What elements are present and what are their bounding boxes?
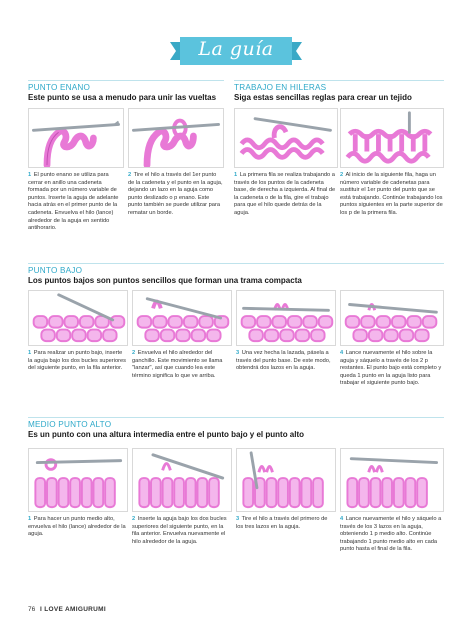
page-title: La guía — [198, 38, 274, 60]
section-rule — [28, 417, 444, 418]
illustration-enano-1 — [28, 108, 124, 168]
illustration-bajo-4 — [340, 290, 444, 346]
section-rule — [28, 263, 444, 264]
step-number: 1 — [28, 350, 32, 356]
step-number: 1 — [234, 172, 238, 178]
step-number: 1 — [28, 516, 32, 522]
step-text: La primera fila se realiza trabajando a través de los puntos de la cadeneta base, de derecha a izquierda. Al final de la cadeneta o de la fila, gire el trabajo para que el hilo quede detrás de la aguja. — [234, 172, 336, 216]
step-text: Lance nuevamente el hilo y sáquelo a través de los 3 lazos en la aguja, obteniendo 1 p medio alto. Continúe trabajando 1 punto medio alto en cada punto hasta el final de la fila. — [340, 516, 442, 553]
step-caption — [340, 172, 444, 218]
step-number: 2 — [132, 350, 136, 356]
illustration-bajo-3 — [236, 290, 336, 346]
step-text: Lance nuevamente el hilo sobre la aguja y sáquelo a través de los 2 p restantes. El punto bajo está completo y queda 1 punto en la aguja listo para trabajar el siguiente punto bajo. — [340, 350, 442, 387]
step-caption — [340, 350, 444, 388]
step-caption — [236, 350, 336, 373]
step-caption — [128, 172, 224, 218]
step-text: Tire el hilo a través del primero de los tres lazos en la aguja. — [236, 516, 328, 530]
step-number: 3 — [236, 516, 240, 522]
step-caption — [236, 516, 336, 531]
illustration-bajo-2 — [132, 290, 232, 346]
step-number: 4 — [340, 516, 344, 522]
section-header-medio — [28, 420, 304, 439]
step-caption — [28, 350, 128, 373]
illustration-enano-2 — [128, 108, 224, 168]
step-number: 4 — [340, 350, 344, 356]
step-text: El punto enano se utiliza para cerrar en anillo una cadeneta formada por un número variable de puntos. Inserte la aguja de adelante hacia atrás en el primer punto de la cadeneta. Envuelva el hilo (lance) alrededor de la aguja en sentido antihorario. — [28, 172, 119, 232]
step-number: 2 — [132, 516, 136, 522]
section-rule — [28, 80, 224, 81]
illustration-medio-3 — [236, 448, 336, 512]
section-header-bajo — [28, 266, 302, 285]
step-number: 3 — [236, 350, 240, 356]
section-header-hileras — [234, 83, 412, 102]
step-number: 2 — [340, 172, 344, 178]
step-text: Envuelva el hilo alrededor del ganchillo. Este movimiento se llama "lanzar", así que cuando lea este término significa lo que ve arriba. — [132, 350, 223, 379]
step-caption — [234, 172, 336, 218]
step-text: Al inicio de la siguiente fila, haga un número variable de cadenetas para sustituir el 1er punto del punto que se está trabajando. Continúe trabajando los puntos siguientes en la parte superior de los p de la primera fila. — [340, 172, 443, 216]
page-banner — [170, 34, 302, 70]
section-title: PUNTO ENANO — [28, 83, 91, 92]
section-subtitle: Los puntos bajos son puntos sencillos que forman una trama compacta — [28, 276, 302, 285]
section-subtitle: Siga estas sencillas reglas para crear un tejido — [234, 93, 412, 102]
step-caption — [132, 516, 232, 546]
page-number: 76 — [28, 606, 36, 613]
illustration-medio-4 — [340, 448, 444, 512]
section-subtitle: Es un punto con una altura intermedia entre el punto bajo y el punto alto — [28, 430, 305, 439]
step-text: Para hacer un punto medio alto, envuelva el hilo (lance) alrededor de la aguja. — [28, 516, 126, 538]
illustration-medio-2 — [132, 448, 232, 512]
illustration-hileras-2 — [340, 108, 444, 168]
magazine-name: I LOVE AMIGURUMI — [40, 606, 106, 613]
illustration-bajo-1 — [28, 290, 128, 346]
step-number: 1 — [28, 172, 32, 178]
step-caption — [28, 172, 124, 233]
illustration-hileras-1 — [234, 108, 338, 168]
section-header-enano — [28, 83, 216, 102]
step-caption — [28, 516, 128, 539]
step-text: Para realizar un punto bajo, inserte la aguja bajo los dos bucles superiores del siguiente punto, en la fila anterior. — [28, 350, 127, 372]
section-title: PUNTO BAJO — [28, 266, 83, 275]
section-rule — [234, 80, 444, 81]
step-number: 2 — [128, 172, 132, 178]
section-title: TRABAJO EN HILERAS — [234, 83, 327, 92]
step-caption — [132, 350, 232, 380]
step-text: Una vez hecha la lazada, pásela a través del punto base. De este modo, obtendrá dos lazos en la aguja. — [236, 350, 331, 372]
step-text: Tire el hilo a través del 1er punto de la cadeneta y el punto en la aguja, dejando un lazo en la aguja como punto deslizado o p enano. Este punto también se puede utilizar para rematar un borde. — [128, 172, 223, 216]
page-footer — [28, 606, 106, 613]
step-text: Inserte la aguja bajo los dos bucles superiores del siguiente punto, en la fila anterior. Envuelva nuevamente el hilo alrededor de la aguja. — [132, 516, 227, 545]
section-subtitle: Este punto se usa a menudo para unir las vueltas — [28, 93, 217, 102]
illustration-medio-1 — [28, 448, 128, 512]
section-title: MEDIO PUNTO ALTO — [28, 420, 112, 429]
step-caption — [340, 516, 444, 554]
